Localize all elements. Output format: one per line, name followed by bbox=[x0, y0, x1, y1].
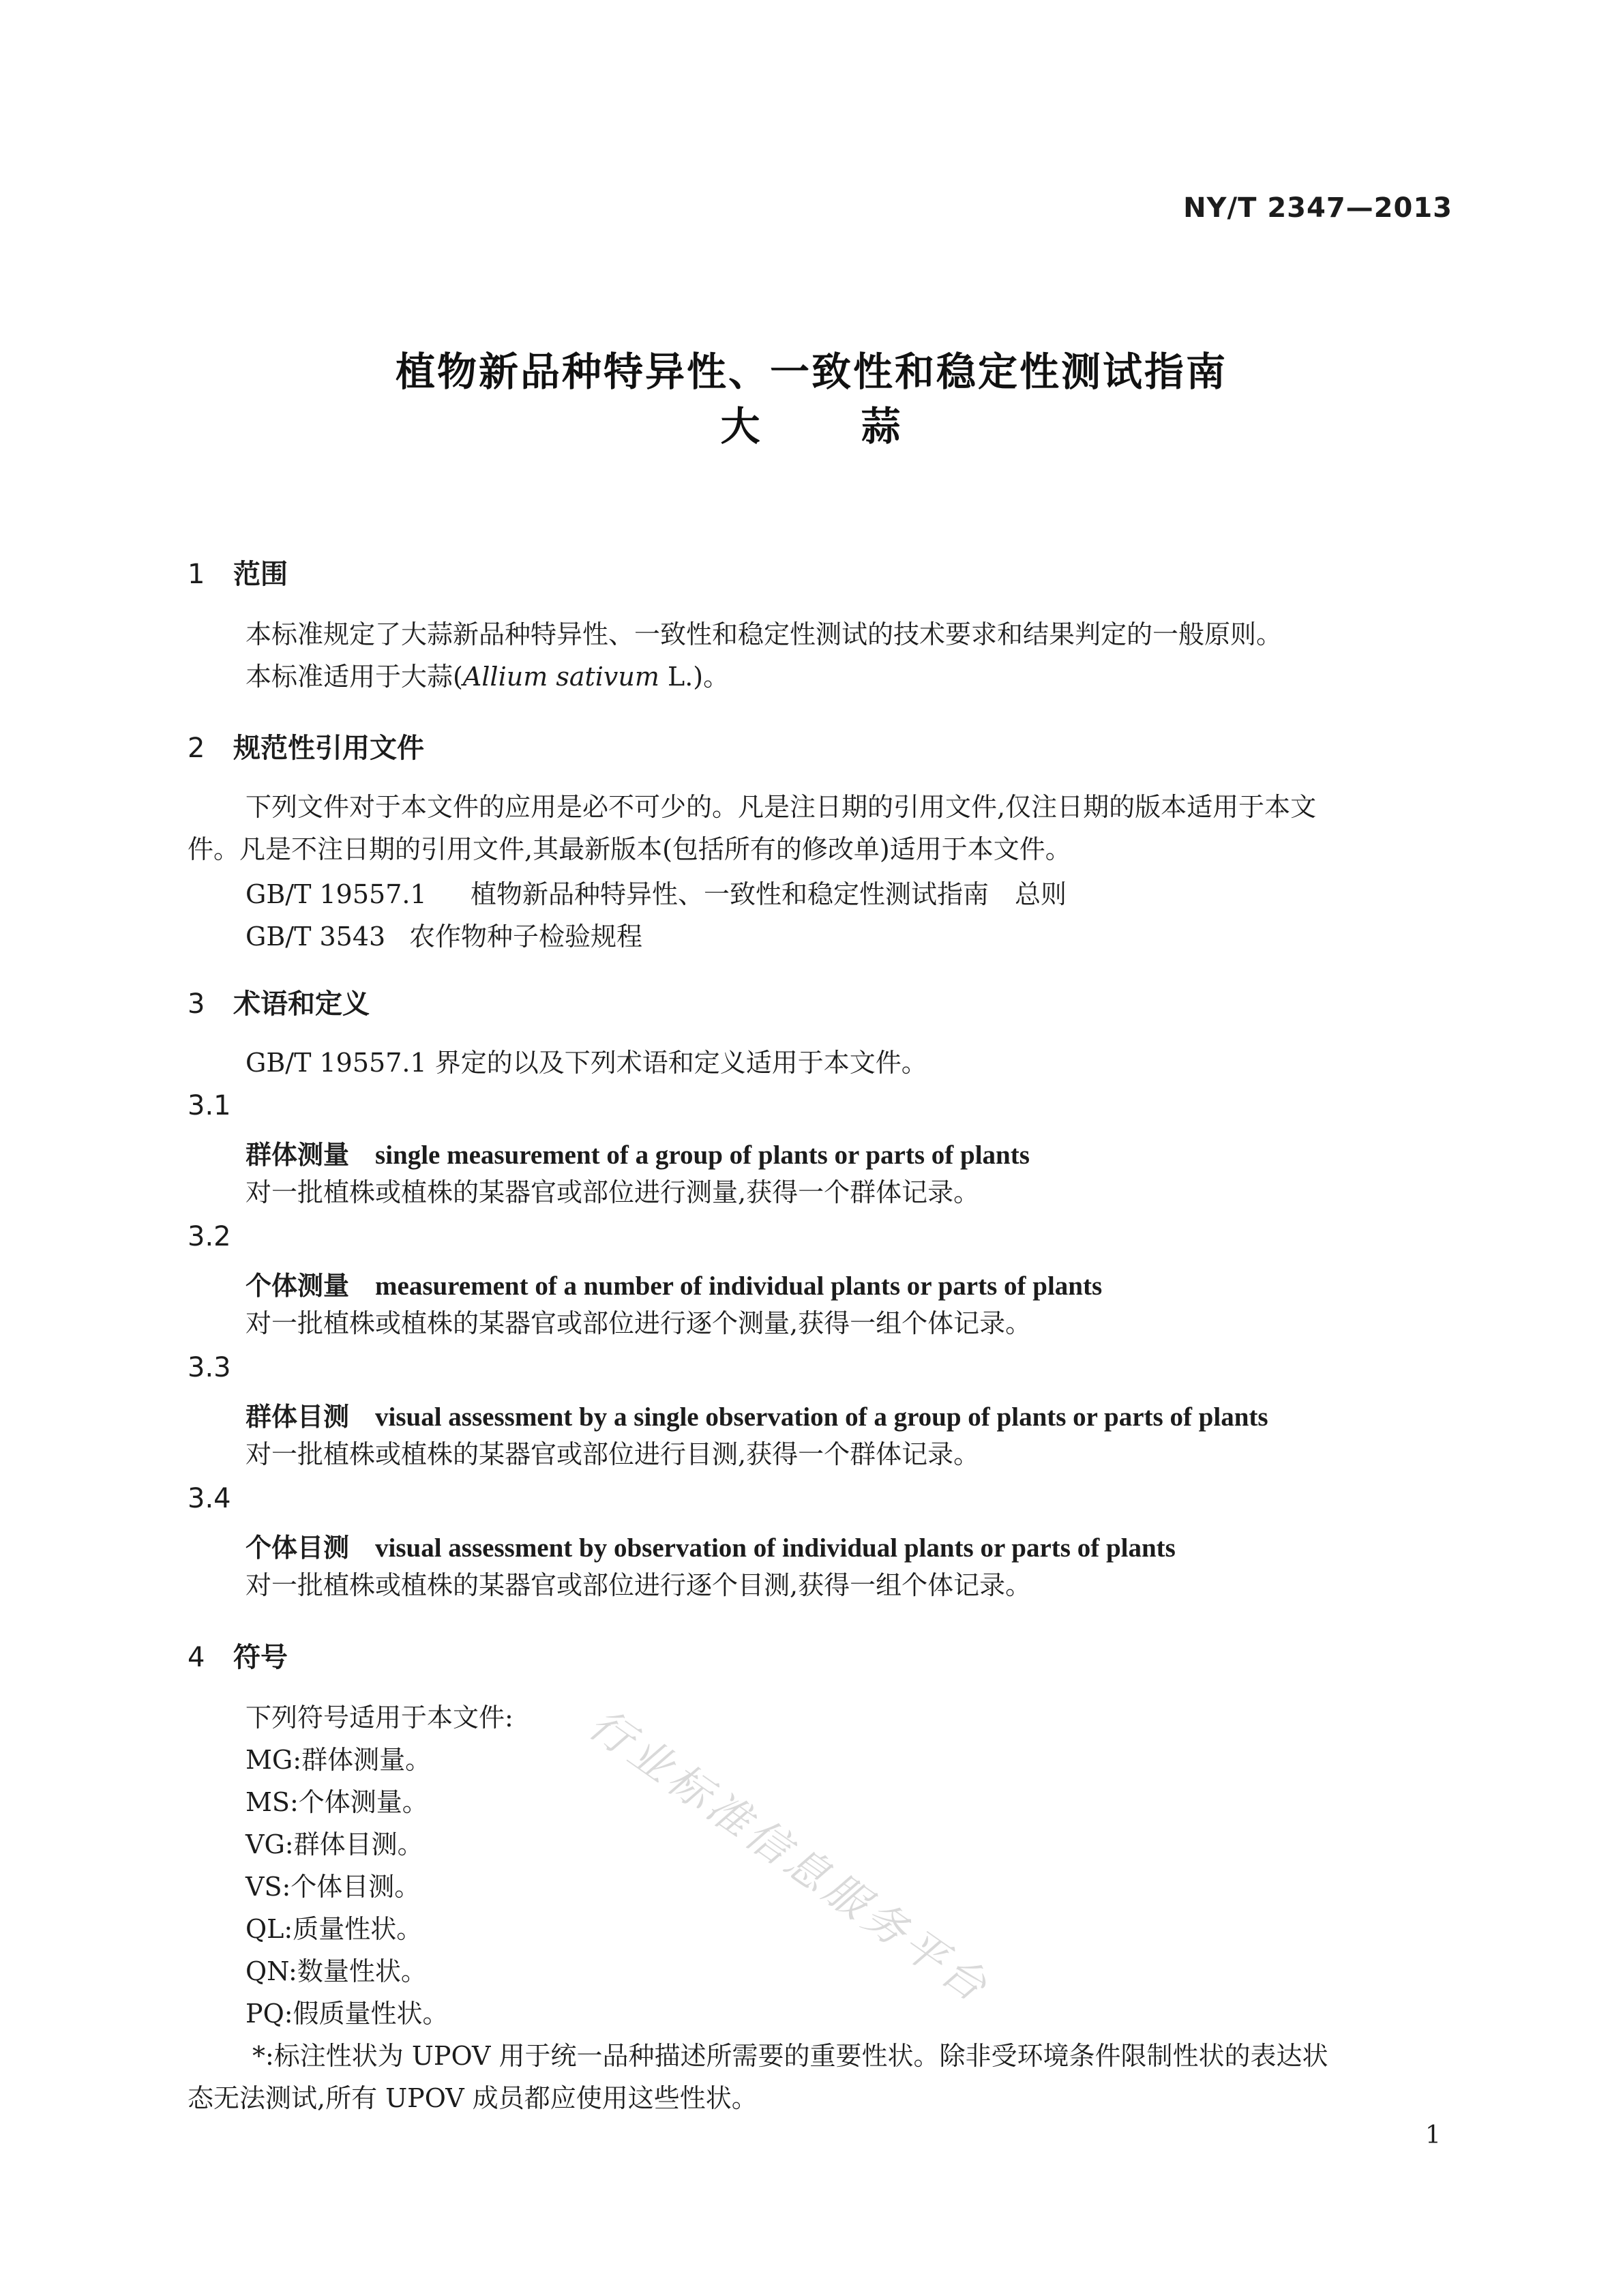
section-title: 范围 bbox=[233, 559, 288, 590]
section-title: 符号 bbox=[233, 1642, 288, 1673]
section-number: 3 bbox=[188, 988, 205, 1020]
asterisk-note-line-1: *:标注性状为 UPOV 用于统一品种描述所需要的重要性状。除非受环境条件限制性状的表达状 bbox=[252, 2041, 1328, 2071]
symbol-item: VS:个体目测。 bbox=[245, 1872, 421, 1902]
term-en: visual assessment by a single observation of a group of plants or parts of plants bbox=[375, 1402, 1268, 1432]
reference-item bbox=[245, 915, 642, 953]
term-number: 3.1 bbox=[188, 1090, 231, 1121]
term-heading bbox=[245, 1527, 1176, 1564]
reference-code: GB/T 19557.1 bbox=[245, 879, 427, 909]
scope-text: 本标准适用于大蒜( bbox=[245, 662, 463, 692]
symbol-item: VG:群体目测。 bbox=[245, 1829, 423, 1859]
reference-name: 植物新品种特异性、一致性和稳定性测试指南 总则 bbox=[471, 879, 1067, 909]
reference-name: 农作物种子检验规程 bbox=[409, 922, 643, 952]
normative-paragraph-line-1: 下列文件对于本文件的应用是必不可少的。凡是注日期的引用文件,仅注日期的版本适用于本文 bbox=[245, 792, 1317, 822]
section-number: 2 bbox=[188, 733, 205, 764]
term-number: 3.3 bbox=[188, 1352, 231, 1383]
subtitle-char-1: 大 bbox=[720, 403, 762, 450]
term-en: visual assessment by observation of individual plants or parts of plants bbox=[375, 1533, 1176, 1563]
term-definition: 对一批植株或植株的某器官或部位进行逐个测量,获得一组个体记录。 bbox=[245, 1308, 1032, 1338]
term-heading bbox=[245, 1134, 1030, 1171]
term-en: measurement of a number of individual plants or parts of plants bbox=[375, 1271, 1103, 1301]
section-title: 规范性引用文件 bbox=[233, 733, 424, 764]
scope-paragraph-2 bbox=[245, 656, 729, 697]
term-definition: 对一批植株或植株的某器官或部位进行目测,获得一个群体记录。 bbox=[245, 1439, 980, 1469]
term-zh: 个体测量 bbox=[245, 1271, 350, 1301]
term-zh: 群体测量 bbox=[245, 1140, 350, 1170]
page-number: 1 bbox=[1425, 2121, 1441, 2149]
section-2-heading bbox=[188, 726, 424, 765]
document-title: 植物新品种特异性、一致性和稳定性测试指南 bbox=[395, 349, 1227, 395]
subtitle-char-2: 蒜 bbox=[861, 403, 903, 450]
section-number: 4 bbox=[188, 1642, 205, 1673]
section-title: 术语和定义 bbox=[233, 988, 370, 1020]
section-number: 1 bbox=[188, 559, 205, 590]
symbol-item: MS:个体测量。 bbox=[245, 1787, 428, 1817]
symbol-item: MG:群体测量。 bbox=[245, 1745, 432, 1775]
term-zh: 群体目测 bbox=[245, 1402, 350, 1432]
term-en: single measurement of a group of plants or parts of plants bbox=[375, 1140, 1030, 1170]
term-number: 3.2 bbox=[188, 1221, 231, 1252]
watermark: 行业标准信息服务平台 bbox=[580, 1698, 1000, 2014]
document-subtitle bbox=[0, 394, 1623, 452]
term-heading bbox=[245, 1396, 1268, 1433]
standard-code: NY/T 2347—2013 bbox=[1183, 192, 1453, 224]
scope-text-end: L.)。 bbox=[659, 662, 730, 692]
term-definition: 对一批植株或植株的某器官或部位进行逐个目测,获得一组个体记录。 bbox=[245, 1570, 1032, 1600]
symbol-item: PQ:假质量性状。 bbox=[245, 1999, 449, 2029]
symbol-item: QL:质量性状。 bbox=[245, 1914, 423, 1944]
reference-code: GB/T 3543 bbox=[245, 922, 386, 952]
reference-item bbox=[245, 873, 1067, 911]
term-definition: 对一批植株或植株的某器官或部位进行测量,获得一个群体记录。 bbox=[245, 1177, 980, 1207]
section-3-heading bbox=[188, 982, 370, 1021]
symbols-intro: 下列符号适用于本文件: bbox=[245, 1703, 513, 1733]
term-number: 3.4 bbox=[188, 1483, 231, 1514]
terms-intro: GB/T 19557.1 界定的以及下列术语和定义适用于本文件。 bbox=[245, 1048, 927, 1078]
section-1-heading bbox=[188, 553, 288, 591]
normative-paragraph-line-2: 件。凡是不注日期的引用文件,其最新版本(包括所有的修改单)适用于本文件。 bbox=[188, 834, 1071, 864]
term-zh: 个体目测 bbox=[245, 1533, 350, 1563]
scope-paragraph-1: 本标准规定了大蒜新品种特异性、一致性和稳定性测试的技术要求和结果判定的一般原则。 bbox=[245, 619, 1283, 649]
section-4-heading bbox=[188, 1636, 288, 1675]
asterisk-note-line-2: 态无法测试,所有 UPOV 成员都应使用这些性状。 bbox=[188, 2083, 758, 2113]
latin-name: Allium sativum bbox=[462, 662, 659, 692]
symbol-item: QN:数量性状。 bbox=[245, 1956, 427, 1986]
term-heading bbox=[245, 1265, 1102, 1302]
